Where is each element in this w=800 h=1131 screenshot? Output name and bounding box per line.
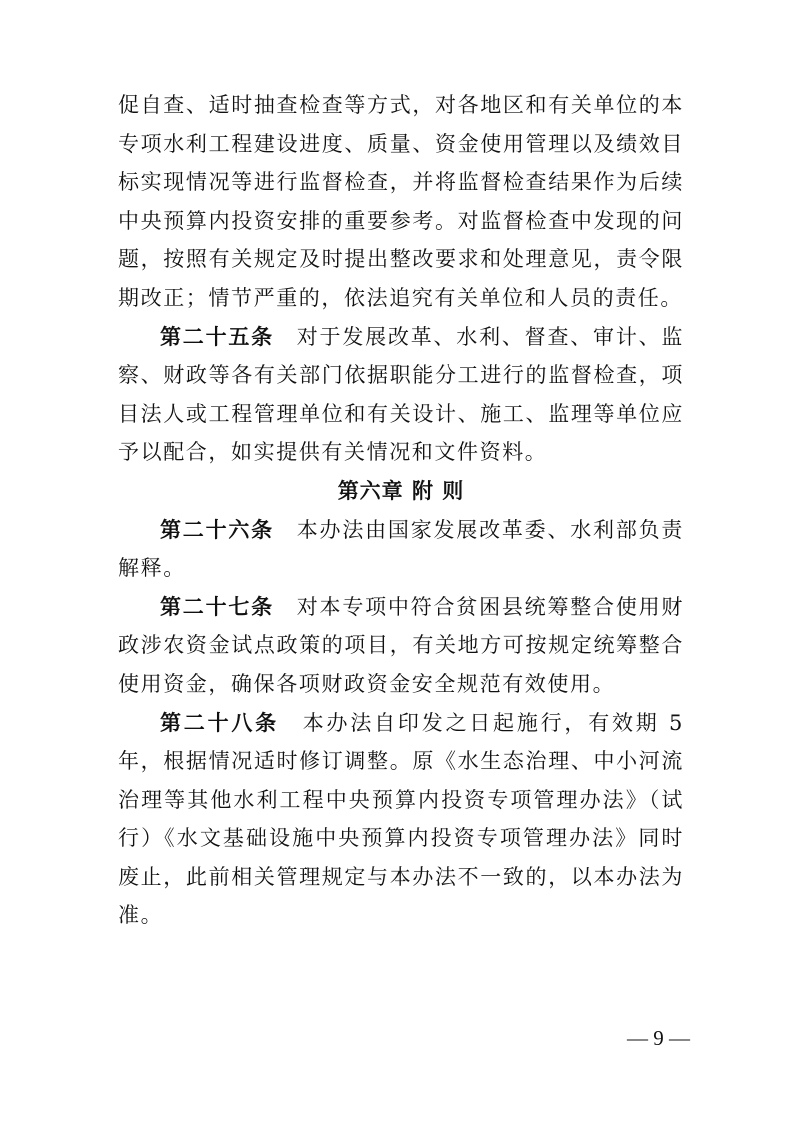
article-text: 对本专项中符合贫困县统筹整合使用财政涉农资金试点政策的项目，有关地方可按规定统筹整合使用资金，确保各项财政资金安全规范有效使用。 (118, 594, 684, 696)
article-text: 对于发展改革、水利、督查、审计、监察、财政等各有关部门依据职能分工进行的监督检查，项目法人或工程管理单位和有关设计、施工、监理等单位应予以配合，如实提供有关情况和文件资料。 (118, 324, 684, 465)
article-25 (118, 318, 684, 472)
article-number: 第二十五条 (160, 324, 274, 349)
article-28 (118, 704, 684, 936)
article-26 (118, 511, 684, 588)
page-content (118, 86, 684, 935)
article-number: 第二十八条 (160, 710, 279, 735)
article-text: 本办法自印发之日起施行，有效期 5 年，根据情况适时修订调整。原《水生态治理、中小河流治理等其他水利工程中央预算内投资专项管理办法》（试行）《水文基础设施中央预算内投资专项管理办法》同时废止，此前相关管理规定与本办法不一致的，以本办法为准。 (118, 710, 684, 928)
paragraph-continued (118, 86, 684, 318)
chapter-heading: 第六章 附 则 (337, 478, 465, 503)
page-number: — 9 — (627, 1026, 690, 1050)
article-text: 本办法由国家发展改革委、水利部负责解释。 (118, 517, 684, 581)
article-27 (118, 588, 684, 704)
article-number: 第二十六条 (160, 517, 274, 542)
article-number: 第二十七条 (160, 594, 274, 619)
paragraph-text: 促自查、适时抽查检查等方式，对各地区和有关单位的本专项水利工程建设进度、质量、资金使用管理以及绩效目标实现情况等进行监督检查，并将监督检查结果作为后续中央预算内投资安排的重要参考。对监督检查中发现的问题，按照有关规定及时提出整改要求和处理意见，责令限期改正；情节严重的，依法追究有关单位和人员的责任。 (118, 93, 684, 310)
